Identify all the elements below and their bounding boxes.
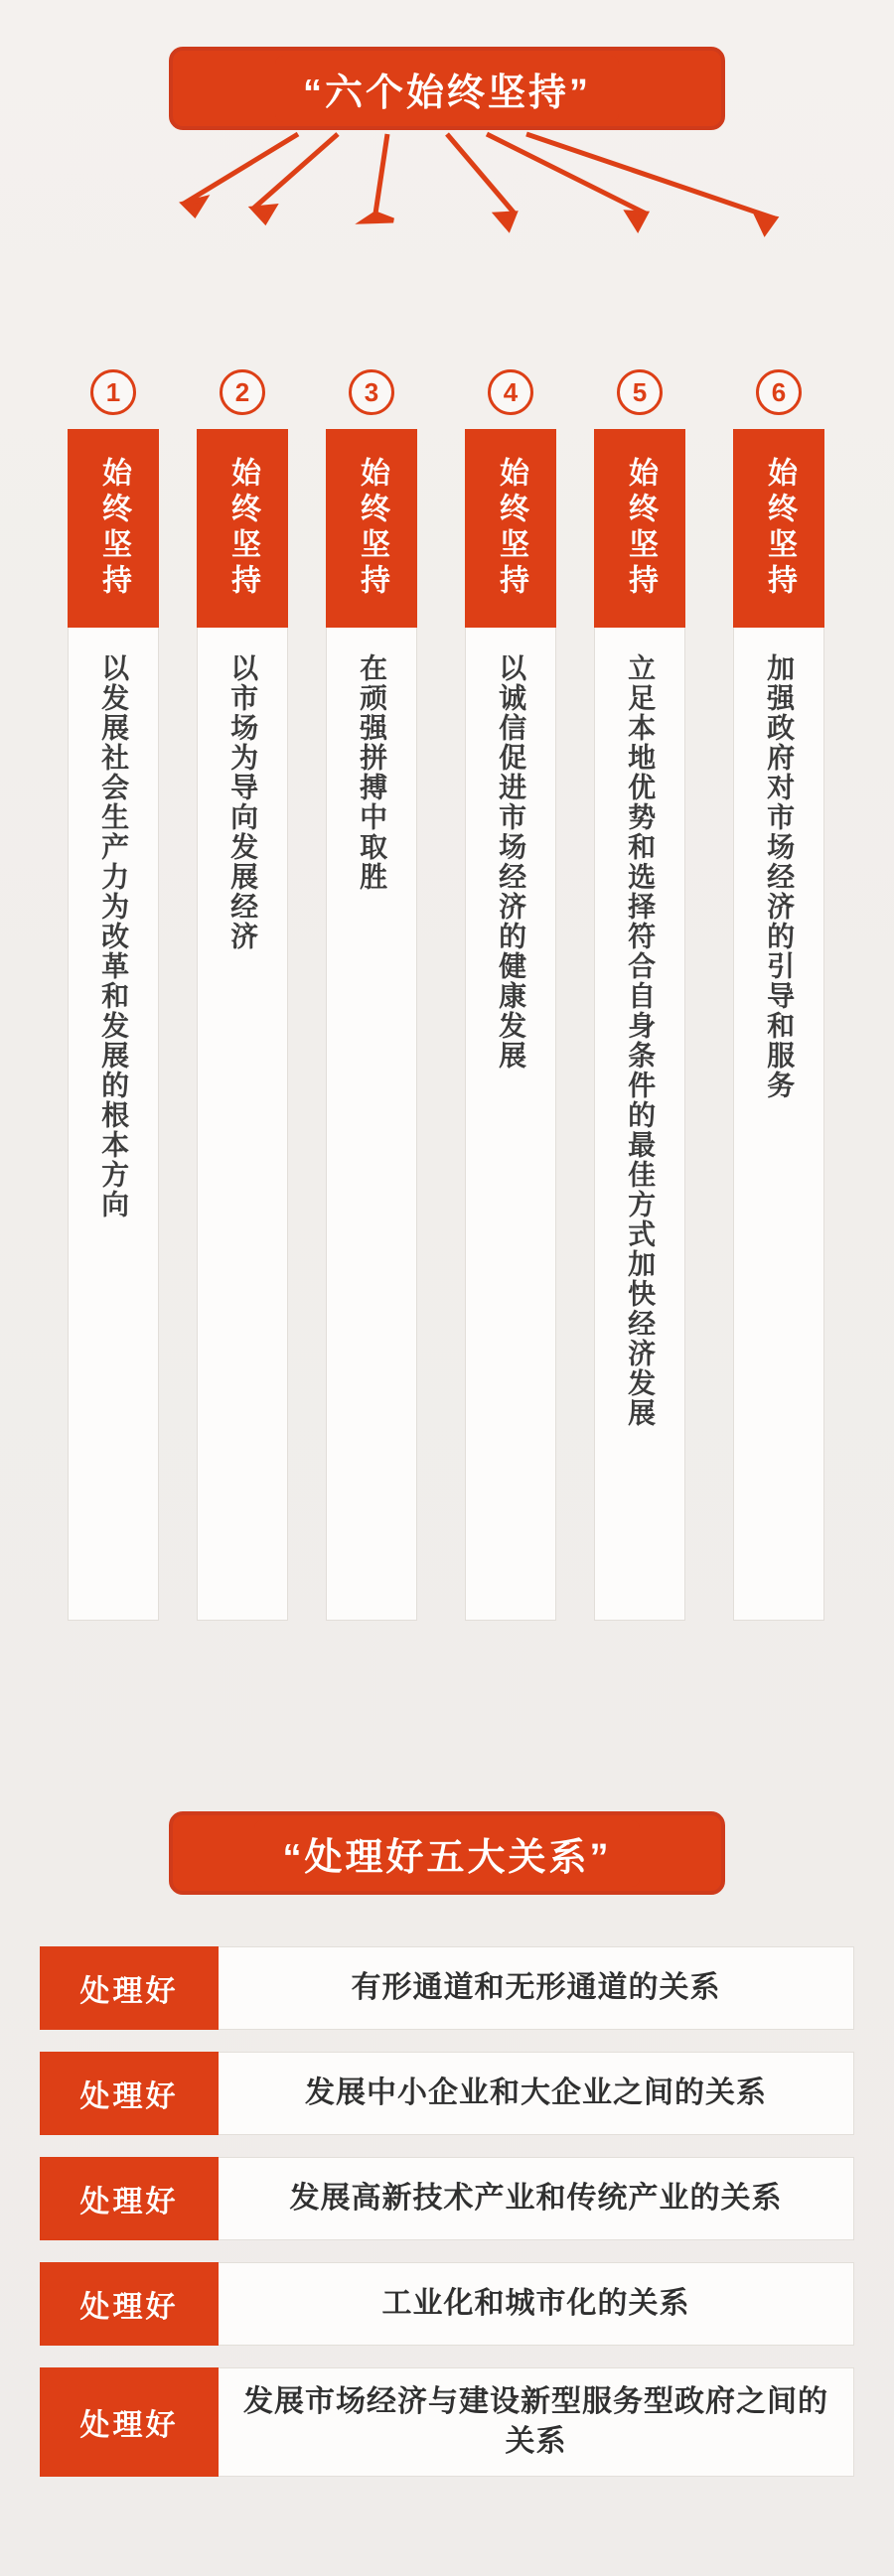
pillar-number-2: 2: [220, 369, 265, 415]
arrow-group: [0, 119, 894, 387]
pillar-number-1: 1: [90, 369, 136, 415]
pillar-body-5: [594, 628, 685, 1621]
pillar-head-4: 始终坚持: [465, 429, 556, 628]
relationship-tag-3: 处理好: [40, 2157, 219, 2240]
pillar-column-6: [733, 369, 824, 1621]
relationship-row-2: [40, 2052, 854, 2135]
relationship-tag-2: 处理好: [40, 2052, 219, 2135]
pillar-text-6: 加强政府对市场经济的引导和服务: [764, 653, 796, 1100]
relationship-tag-5: 处理好: [40, 2367, 219, 2477]
relationship-rows: [40, 1946, 854, 2499]
relationship-text-2: 发展中小企业和大企业之间的关系: [219, 2052, 854, 2135]
relationship-tag-4: 处理好: [40, 2262, 219, 2346]
pillar-number-5: 5: [617, 369, 663, 415]
pillar-text-4: 以诚信促进市场经济的健康发展: [496, 653, 527, 1071]
relationship-tag-1: 处理好: [40, 1946, 219, 2030]
relationship-text-3: 发展高新技术产业和传统产业的关系: [219, 2157, 854, 2240]
relationship-row-4: [40, 2262, 854, 2346]
pillar-text-1: 以发展社会生产力为改革和发展的根本方向: [98, 653, 130, 1219]
pillar-body-1: [68, 628, 159, 1621]
pillar-column-1: [68, 369, 159, 1621]
pillar-body-4: [465, 628, 556, 1621]
pillar-column-5: [594, 369, 685, 1621]
pillar-body-2: [197, 628, 288, 1621]
relationship-text-1: 有形通道和无形通道的关系: [219, 1946, 854, 2030]
section-title-1-text: “六个始终坚持”: [275, 56, 619, 122]
pillar-body-3: [326, 628, 417, 1621]
pillar-number-4: 4: [488, 369, 533, 415]
pillar-head-5: 始终坚持: [594, 429, 685, 628]
pillar-text-2: 以市场为导向发展经济: [227, 653, 259, 951]
relationship-row-1: [40, 1946, 854, 2030]
relationship-text-4: 工业化和城市化的关系: [219, 2262, 854, 2346]
pillar-head-3: 始终坚持: [326, 429, 417, 628]
relationship-row-5: [40, 2367, 854, 2477]
pillar-number-3: 3: [349, 369, 394, 415]
relationship-row-3: [40, 2157, 854, 2240]
pillar-column-4: [465, 369, 556, 1621]
pillar-head-6: 始终坚持: [733, 429, 824, 628]
pillar-text-5: 立足本地优势和选择符合自身条件的最佳方式加快经济发展: [625, 653, 657, 1428]
pillar-body-6: [733, 628, 824, 1621]
pillar-number-6: 6: [756, 369, 802, 415]
relationship-text-5: 发展市场经济与建设新型服务型政府之间的关系: [219, 2367, 854, 2477]
section-title-2-text: “处理好五大关系”: [254, 1820, 639, 1887]
pillar-column-3: [326, 369, 417, 1621]
section-title-banner-1: [169, 47, 725, 130]
pillar-head-2: 始终坚持: [197, 429, 288, 628]
pillar-columns: [0, 369, 894, 1690]
section-title-banner-2: [169, 1811, 725, 1895]
pillar-text-3: 在顽强拼搏中取胜: [357, 653, 388, 892]
pillar-column-2: [197, 369, 288, 1621]
pillar-head-1: 始终坚持: [68, 429, 159, 628]
